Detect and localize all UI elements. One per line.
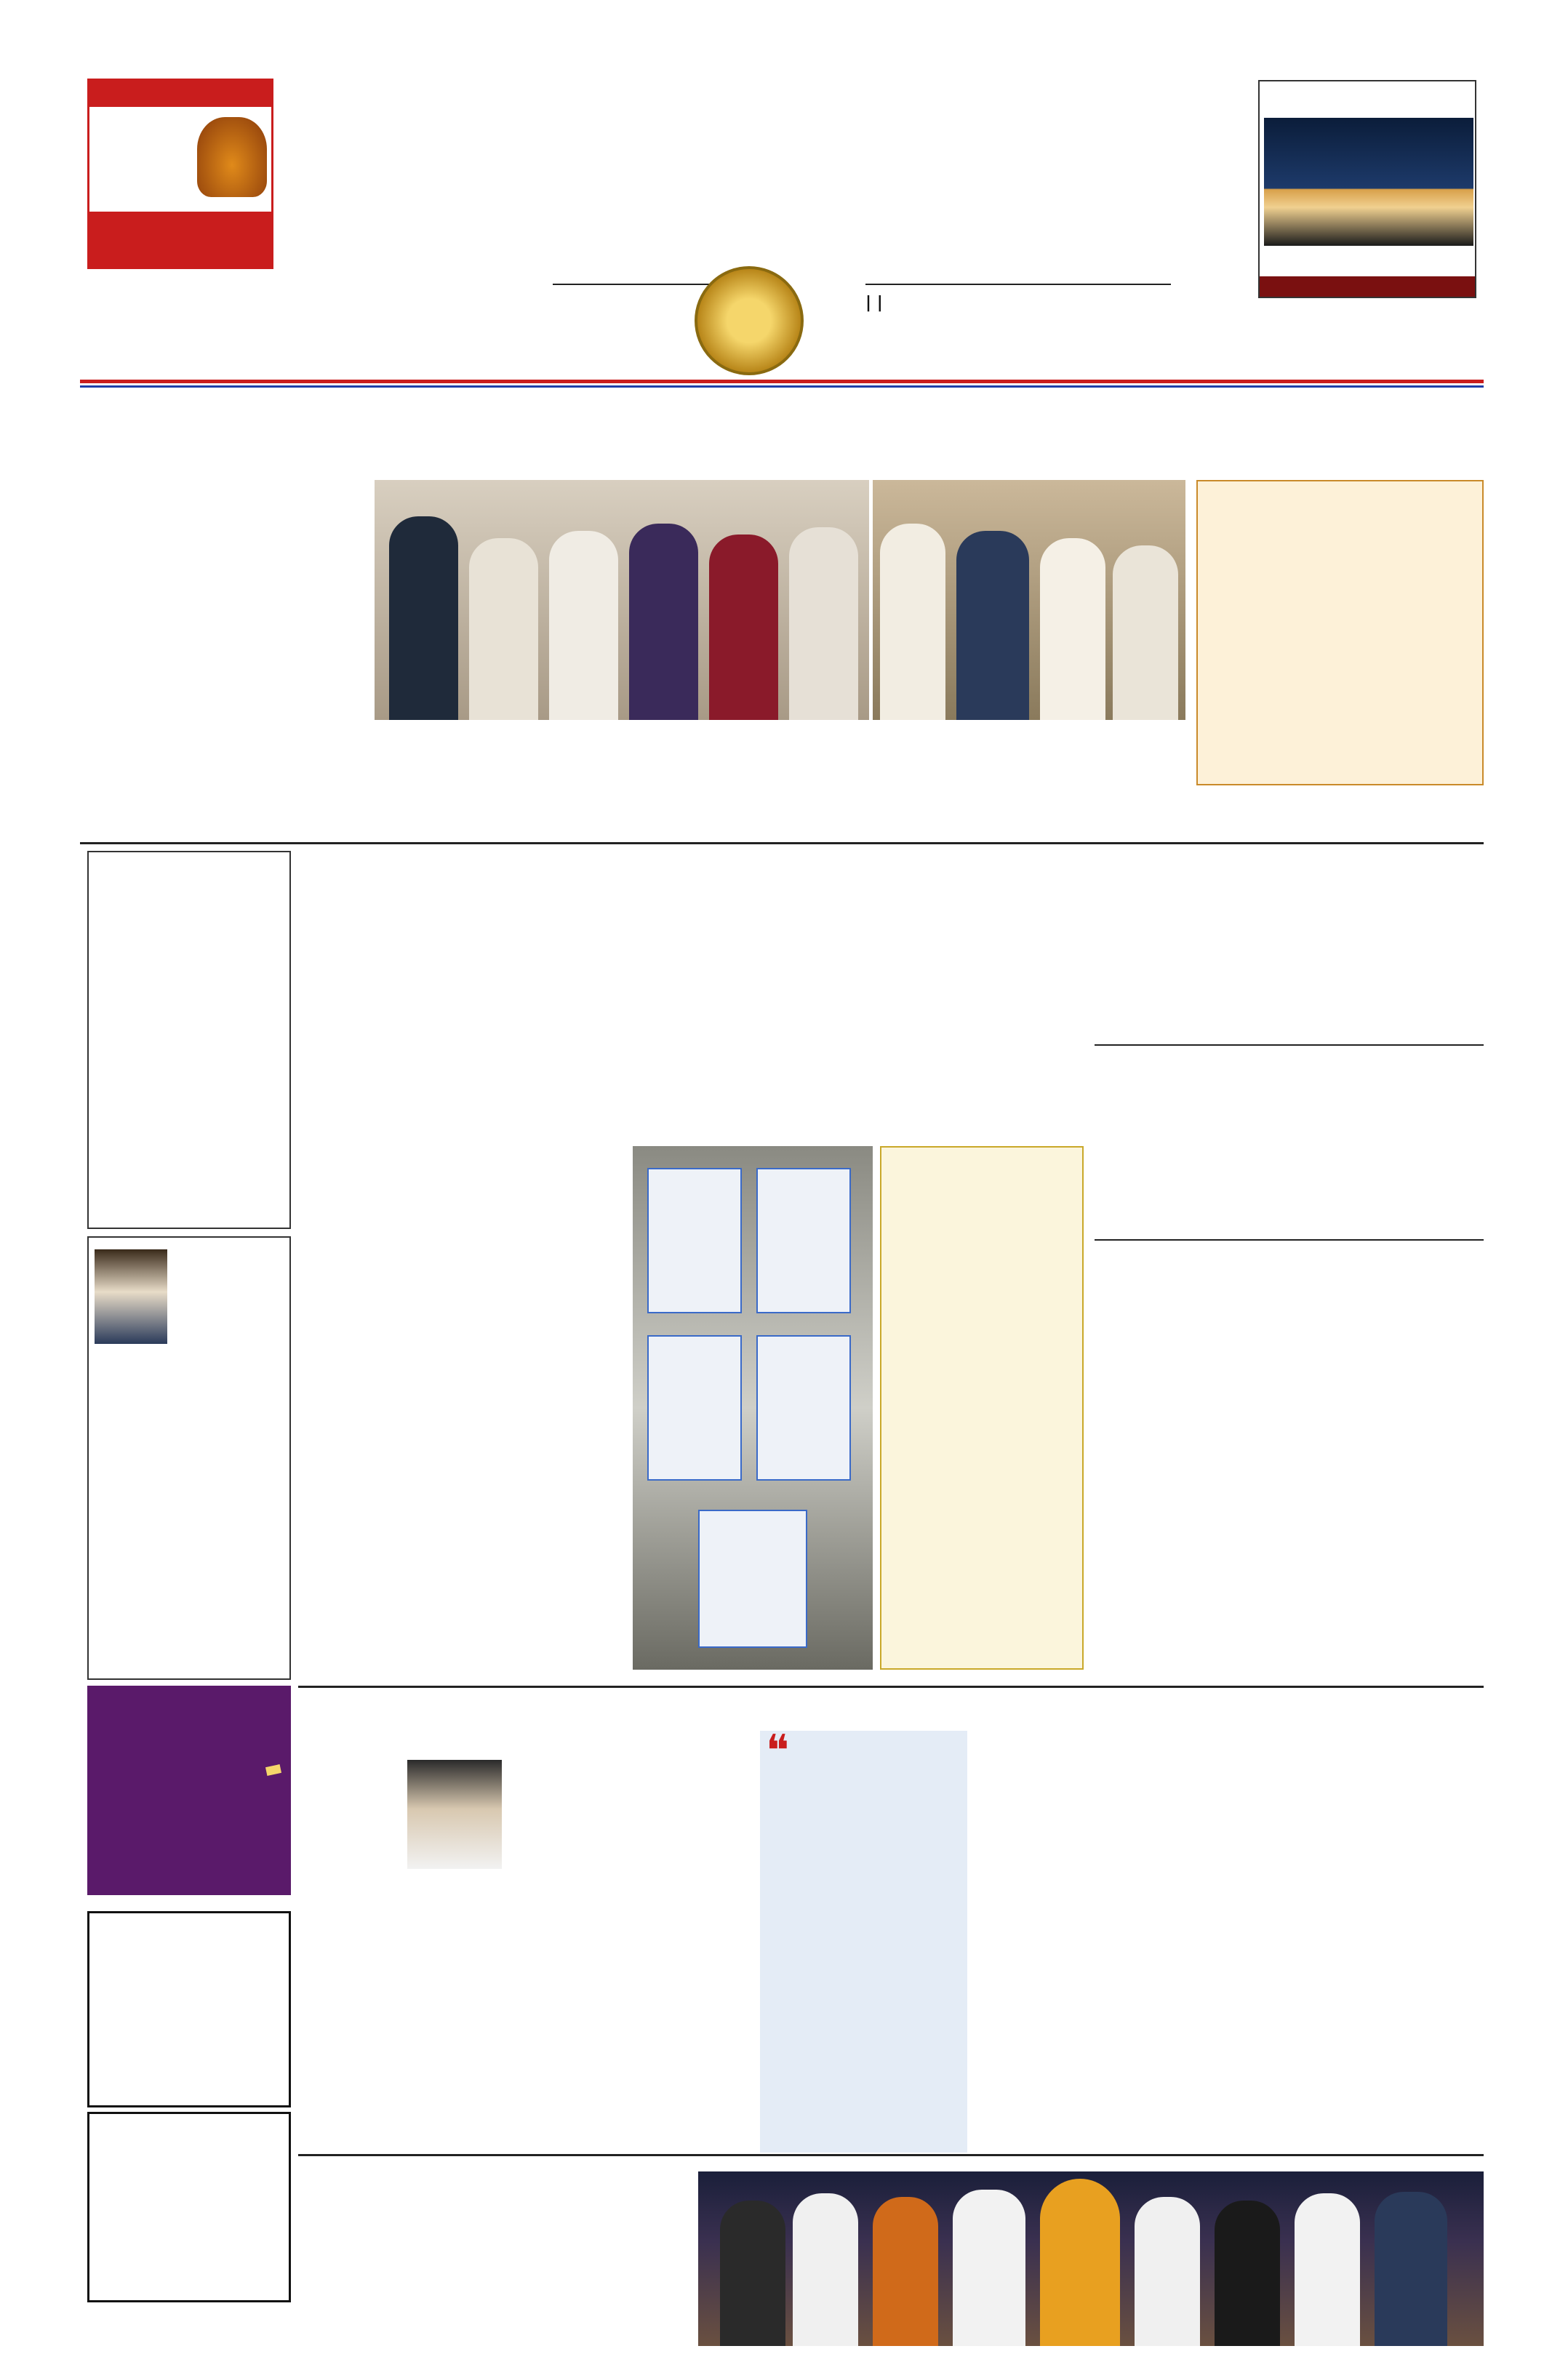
gold-title	[87, 1686, 291, 1694]
lead-body-6	[1196, 793, 1484, 836]
scooter-image	[197, 117, 267, 197]
lead-photo-cm	[873, 480, 1185, 720]
sidebar-president-box	[1196, 480, 1484, 785]
uni-body-2	[1233, 1763, 1484, 2148]
gold-shop	[87, 1694, 291, 1703]
cet-title	[89, 1238, 289, 1246]
right-ad-convention[interactable]	[1258, 80, 1476, 298]
anniversary-emblem	[695, 266, 804, 375]
lead-body-4	[647, 793, 909, 836]
sm-gold-ad[interactable]	[87, 2112, 291, 2302]
sm-body	[89, 2114, 289, 2123]
lead-body-1	[87, 480, 364, 771]
convention-phone	[1260, 276, 1476, 298]
sdj-body	[89, 1913, 289, 1922]
cm-challenge-box	[880, 1146, 1084, 1670]
sdj-gold-ad[interactable]	[87, 1911, 291, 2107]
left-ad-tvs[interactable]	[87, 79, 273, 253]
gold-address	[87, 1895, 291, 1904]
ad-phone	[87, 253, 273, 269]
gold-rate-ad[interactable]	[87, 1686, 291, 1904]
lead-caption	[375, 724, 1185, 789]
congress-body	[1095, 1296, 1484, 1674]
lead-body-3	[375, 793, 636, 836]
cet-photo	[95, 1249, 167, 1344]
constable-body-1	[298, 2243, 495, 2352]
paycm-poster-photo	[633, 1146, 873, 1670]
sidebar-heading	[1198, 481, 1482, 490]
cet-box	[87, 1236, 291, 1680]
constable-body-2	[502, 2243, 691, 2352]
bda-body	[298, 1760, 502, 2153]
convention-photo	[1264, 118, 1473, 246]
name-body	[1095, 881, 1484, 1040]
uni-body-1	[975, 1763, 1222, 2148]
baby-quote-box	[760, 1731, 967, 2153]
paycm-body-1	[305, 1146, 625, 1321]
lead-photo-governor	[375, 480, 869, 720]
baby-body	[509, 1731, 753, 2153]
gold-price	[265, 1764, 281, 1776]
modi-utsav-photo	[698, 2171, 1484, 2346]
cm-challenge-title	[881, 1148, 1082, 1156]
quote-mark-icon: ❝	[766, 1731, 790, 1777]
lead-body-5	[920, 793, 1185, 836]
lead-body-2	[87, 769, 364, 835]
kadane-box	[87, 851, 291, 1229]
paycm-body-2	[305, 1324, 625, 1680]
fir-body	[1095, 1079, 1484, 1235]
kadane-title	[89, 852, 289, 861]
